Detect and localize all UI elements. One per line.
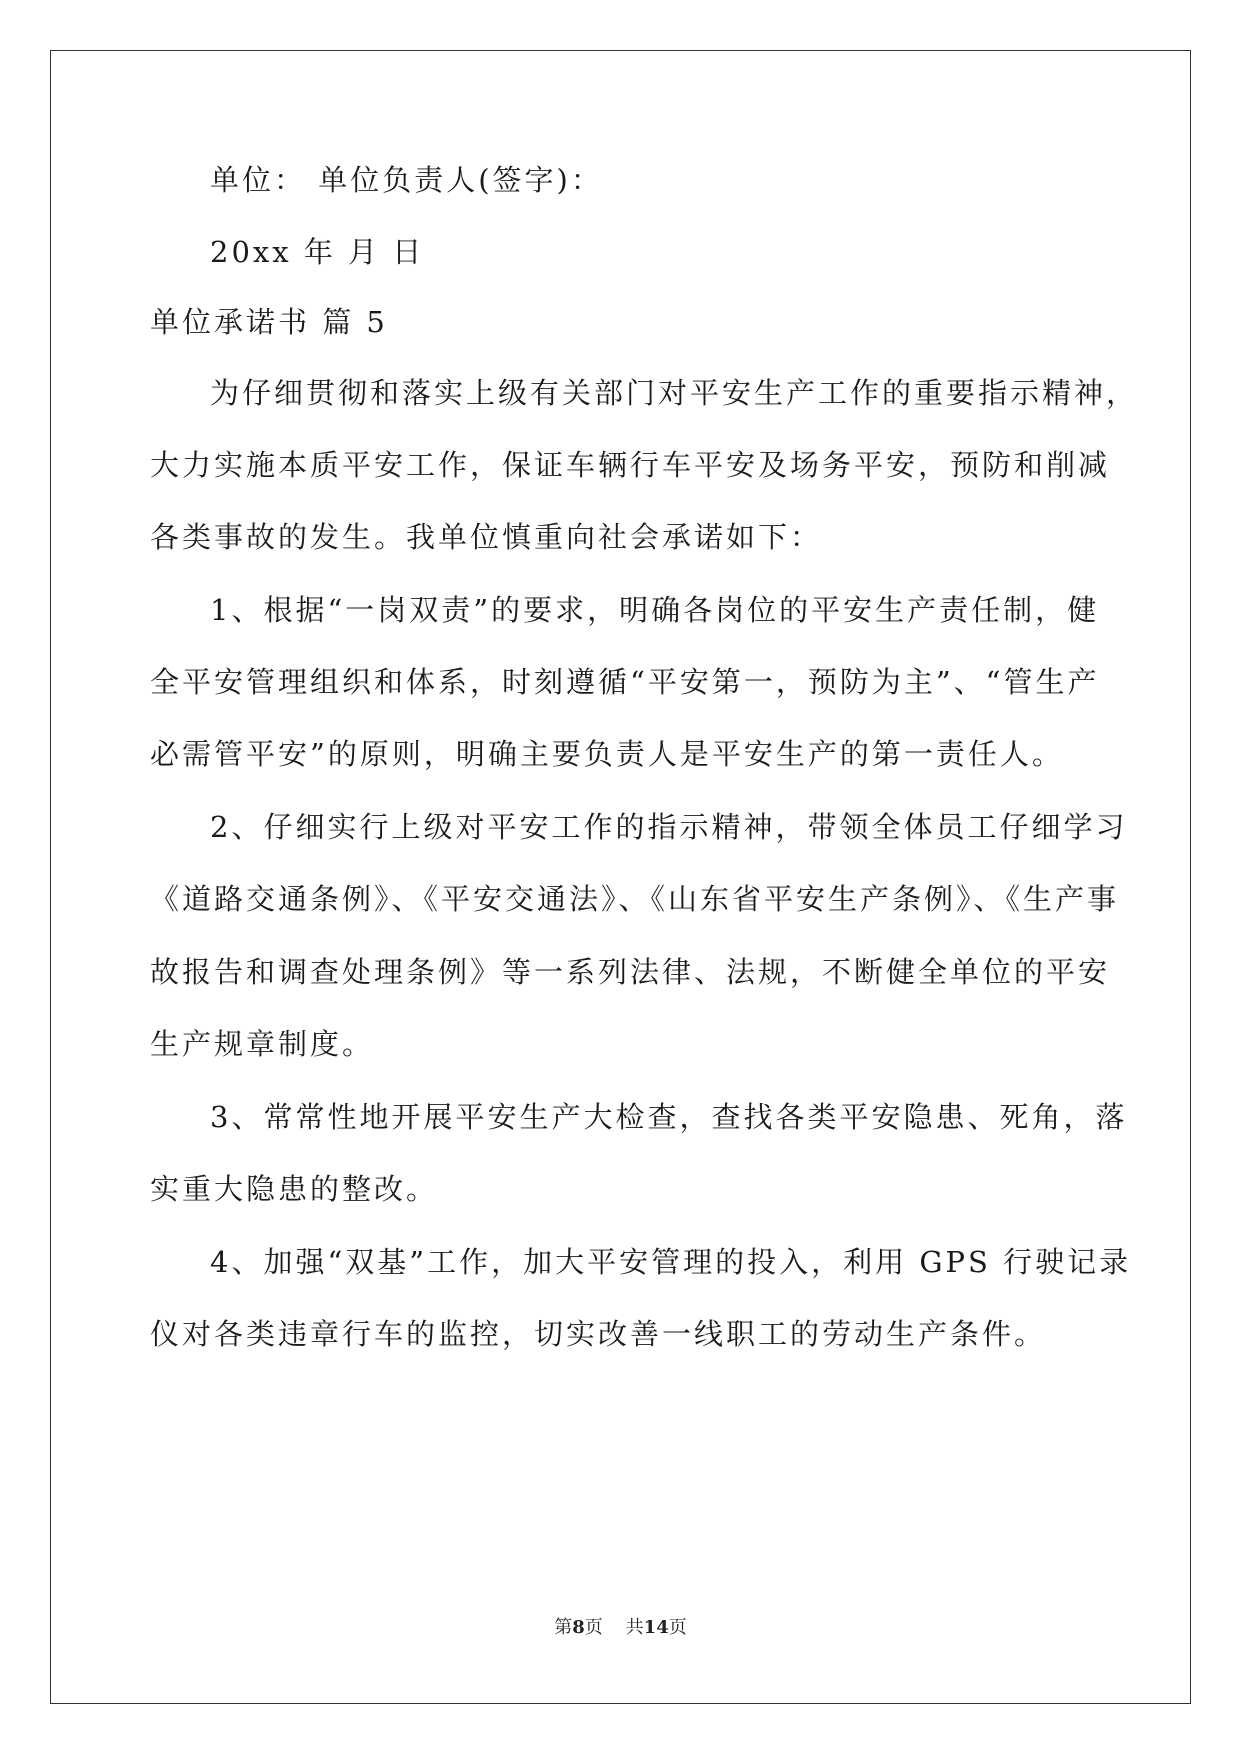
- section-heading: 单位承诺书 篇 5: [150, 305, 388, 339]
- paragraph-line: 2、仔细实行上级对平安工作的指示精神，带领全体员工仔细学习: [210, 810, 1128, 844]
- paragraph-line: 全平安管理组织和体系，时刻遵循“平安第一，预防为主”、“管生产: [150, 665, 1100, 699]
- paragraph-line: 《道路交通条例》、《平安交通法》、《山东省平安生产条例》、《生产事: [150, 882, 1120, 916]
- footer-suffix: 页: [668, 1617, 687, 1638]
- paragraph-line: 故报告和调查处理条例》等一系列法律、法规，不断健全单位的平安: [150, 955, 1111, 989]
- page-footer: [0, 1613, 1241, 1639]
- paragraph-line: 实重大隐患的整改。: [150, 1172, 439, 1206]
- footer-prefix: 第: [554, 1617, 573, 1638]
- paragraph-line: 3、常常性地开展平安生产大检查，查找各类平安隐患、死角，落: [210, 1100, 1128, 1134]
- current-page-number: 8: [572, 1617, 585, 1638]
- paragraph-line: 4、加强“双基”工作，加大平安管理的投入，利用 GPS 行驶记录: [210, 1245, 1132, 1279]
- paragraph-line: 仪对各类违章行车的监控，切实改善一线职工的劳动生产条件。: [150, 1317, 1047, 1351]
- page-border: [50, 50, 1191, 1704]
- date-line: 20xx 年 月 日: [210, 235, 425, 269]
- total-pages-number: 14: [643, 1617, 669, 1638]
- paragraph-line: 必需管平安”的原则，明确主要负责人是平安生产的第一责任人。: [150, 737, 1064, 771]
- footer-middle: 页 共: [584, 1617, 644, 1638]
- paragraph-line: 1、根据“一岗双责”的要求，明确各岗位的平安生产责任制，健: [210, 593, 1100, 627]
- signature-line: 单位： 单位负责人(签字)：: [210, 163, 603, 197]
- paragraph-line: 生产规章制度。: [150, 1027, 375, 1061]
- paragraph-line: 为仔细贯彻和落实上级有关部门对平安生产工作的重要指示精神，: [210, 376, 1139, 410]
- paragraph-line: 各类事故的发生。我单位慎重向社会承诺如下：: [150, 520, 823, 554]
- paragraph-line: 大力实施本质平安工作，保证车辆行车平安及场务平安，预防和削减: [150, 448, 1111, 482]
